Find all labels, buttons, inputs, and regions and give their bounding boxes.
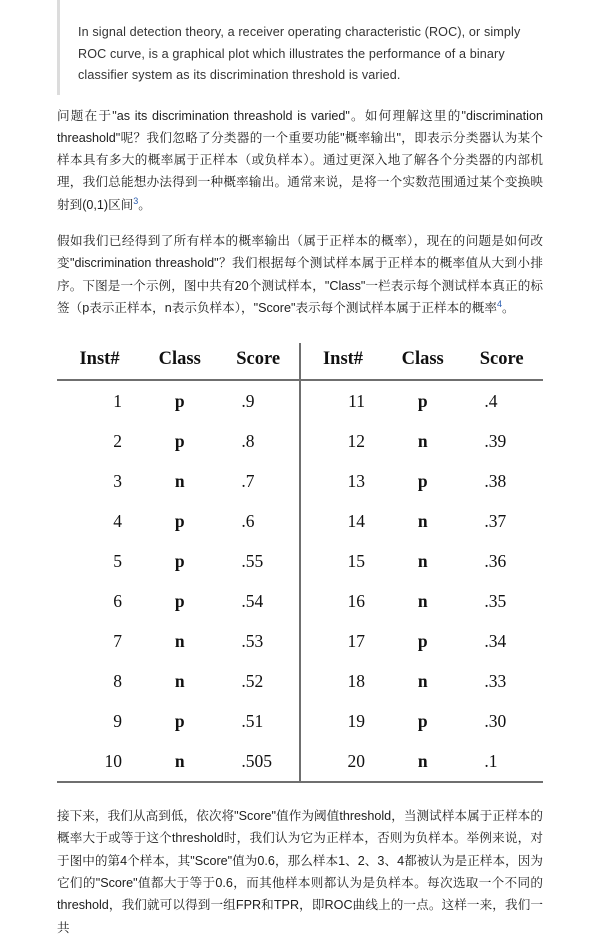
cell-inst: 5 <box>113 550 123 571</box>
header-score-left: Score <box>217 343 300 380</box>
cell-score: .51 <box>241 710 264 731</box>
cell-score: .37 <box>484 510 507 531</box>
cell-class: n <box>417 510 428 531</box>
cell-score: .1 <box>460 741 543 782</box>
cell-inst: 7 <box>113 630 123 651</box>
cell-inst: 17 <box>300 621 385 661</box>
cell-score: .54 <box>241 590 264 611</box>
cell-inst: 18 <box>300 661 385 701</box>
cell-class: p <box>174 550 185 571</box>
cell-class: p <box>174 430 185 451</box>
cell-class: p <box>417 390 428 411</box>
sample-score-table <box>57 343 543 783</box>
table-row <box>57 701 543 741</box>
paragraph-2-tail: 。 <box>501 300 515 315</box>
cell-score: .33 <box>484 670 507 691</box>
cell-score: .35 <box>484 590 507 611</box>
cell-score: .4 <box>484 390 498 411</box>
cell-class: n <box>417 670 428 691</box>
cell-inst: 13 <box>300 461 385 501</box>
header-class-right: Class <box>385 343 460 380</box>
document-content <box>57 0 543 939</box>
cell-inst: 6 <box>113 590 123 611</box>
paragraph-2-text: 假如我们已经得到了所有样本的概率输出（属于正样本的概率），现在的问题是如何改变"discrimination threashold"？我们根据每个测试样本属于正样本的概率值从大到小排序。下图是一个示例，图中共有20个测试样本，"Class"一栏表示每个测试样本真正的标签（p表示正样本，n表示负样本），"Score"表示每个测试样本属于正样本的概率 <box>57 233 543 315</box>
cell-class: n <box>417 430 428 451</box>
cell-class: n <box>417 590 428 611</box>
cell-score: .55 <box>241 550 264 571</box>
table-row <box>57 380 543 421</box>
cell-inst: 15 <box>300 541 385 581</box>
paragraph-discrimination-threshold <box>57 105 543 216</box>
header-inst-right: Inst# <box>300 343 385 380</box>
cell-class: n <box>174 470 185 491</box>
cell-class: n <box>174 670 185 691</box>
header-class-left: Class <box>142 343 217 380</box>
cell-inst: 9 <box>113 710 123 731</box>
cell-class: p <box>417 710 428 731</box>
table-row <box>57 581 543 621</box>
paragraph-probability-sorting <box>57 230 543 319</box>
cell-inst: 4 <box>113 510 123 531</box>
cell-score: .52 <box>241 670 264 691</box>
reference-marker-4[interactable]: 4 <box>496 298 502 309</box>
cell-class: n <box>174 630 185 651</box>
cell-inst: 16 <box>300 581 385 621</box>
cell-inst: 10 <box>57 741 142 782</box>
table-header <box>57 343 543 380</box>
cell-score: .53 <box>241 630 264 651</box>
table-row <box>57 501 543 541</box>
cell-class: p <box>174 590 185 611</box>
cell-score: .34 <box>484 630 507 651</box>
table-row <box>57 421 543 461</box>
table-row <box>57 621 543 661</box>
cell-inst: 20 <box>300 741 385 782</box>
cell-inst: 11 <box>300 380 385 421</box>
cell-inst: 2 <box>113 430 123 451</box>
roc-definition-blockquote <box>57 0 543 95</box>
cell-score: .7 <box>241 470 255 491</box>
cell-class: n <box>142 741 217 782</box>
table-row <box>57 541 543 581</box>
cell-inst: 14 <box>300 501 385 541</box>
reference-marker-3[interactable]: 3 <box>133 195 139 206</box>
cell-score: .9 <box>241 390 255 411</box>
table-row <box>57 661 543 701</box>
header-inst-left: Inst# <box>57 343 142 380</box>
cell-class: p <box>417 630 428 651</box>
cell-inst: 1 <box>113 390 123 411</box>
cell-inst: 19 <box>300 701 385 741</box>
cell-inst: 3 <box>113 470 123 491</box>
cell-score: .36 <box>484 550 507 571</box>
table-row <box>57 461 543 501</box>
table-body <box>57 380 543 782</box>
header-score-right: Score <box>460 343 543 380</box>
cell-score: .30 <box>484 710 507 731</box>
table-header-row <box>57 343 543 380</box>
cell-class: p <box>174 710 185 731</box>
cell-class: p <box>174 510 185 531</box>
cell-class: p <box>417 470 428 491</box>
cell-class: n <box>385 741 460 782</box>
paragraph-1-text: 问题在于"as its discrimination threashold is varied"。如何理解这里的"discrimination threashold"呢？我们忽略了分类器的一个重要功能"概率输出"，即表示分类器认为某个样本具有多大的概率属于正样本（或负样本）。通过更深入地了解各个分类器的内部机理，我们总能想办法得到一种概率输出。通常来说，是将一个实数范围通过某个变换映射到(0,1)区间 <box>57 108 543 212</box>
sample-score-table-container <box>57 343 543 783</box>
paragraph-threshold-sweep: 接下来，我们从高到低，依次将"Score"值作为阈值threshold，当测试样本属于正样本的概率大于或等于这个threshold时，我们认为它为正样本，否则为负样本。举例来说，对于图中的第4个样本，其"Score"值为0.6，那么样本1、2、3、4都被认为是正样本，因为它们的"Score"值都大于等于0.6，而其他样本则都认为是负样本。每次选取一个不同的threshold，我们就可以得到一组FPR和TPR，即ROC曲线上的一点。这样一来，我们一共 <box>57 809 543 935</box>
cell-inst: 12 <box>300 421 385 461</box>
cell-score: .38 <box>484 470 507 491</box>
cell-score: .8 <box>241 430 255 451</box>
cell-inst: 8 <box>113 670 123 691</box>
cell-class: p <box>174 390 185 411</box>
cell-score: .6 <box>241 510 255 531</box>
blockquote-text: In signal detection theory, a receiver operating characteristic (ROC), or simply ROC curve, is a graphical plot which illustrates the performance of a binary classifier system as its discrimination threshold is varied. <box>78 25 521 82</box>
table-row <box>57 741 543 782</box>
paragraph-1-tail: 。 <box>138 197 151 212</box>
cell-score: .39 <box>484 430 507 451</box>
cell-score: .505 <box>217 741 300 782</box>
cell-class: n <box>417 550 428 571</box>
